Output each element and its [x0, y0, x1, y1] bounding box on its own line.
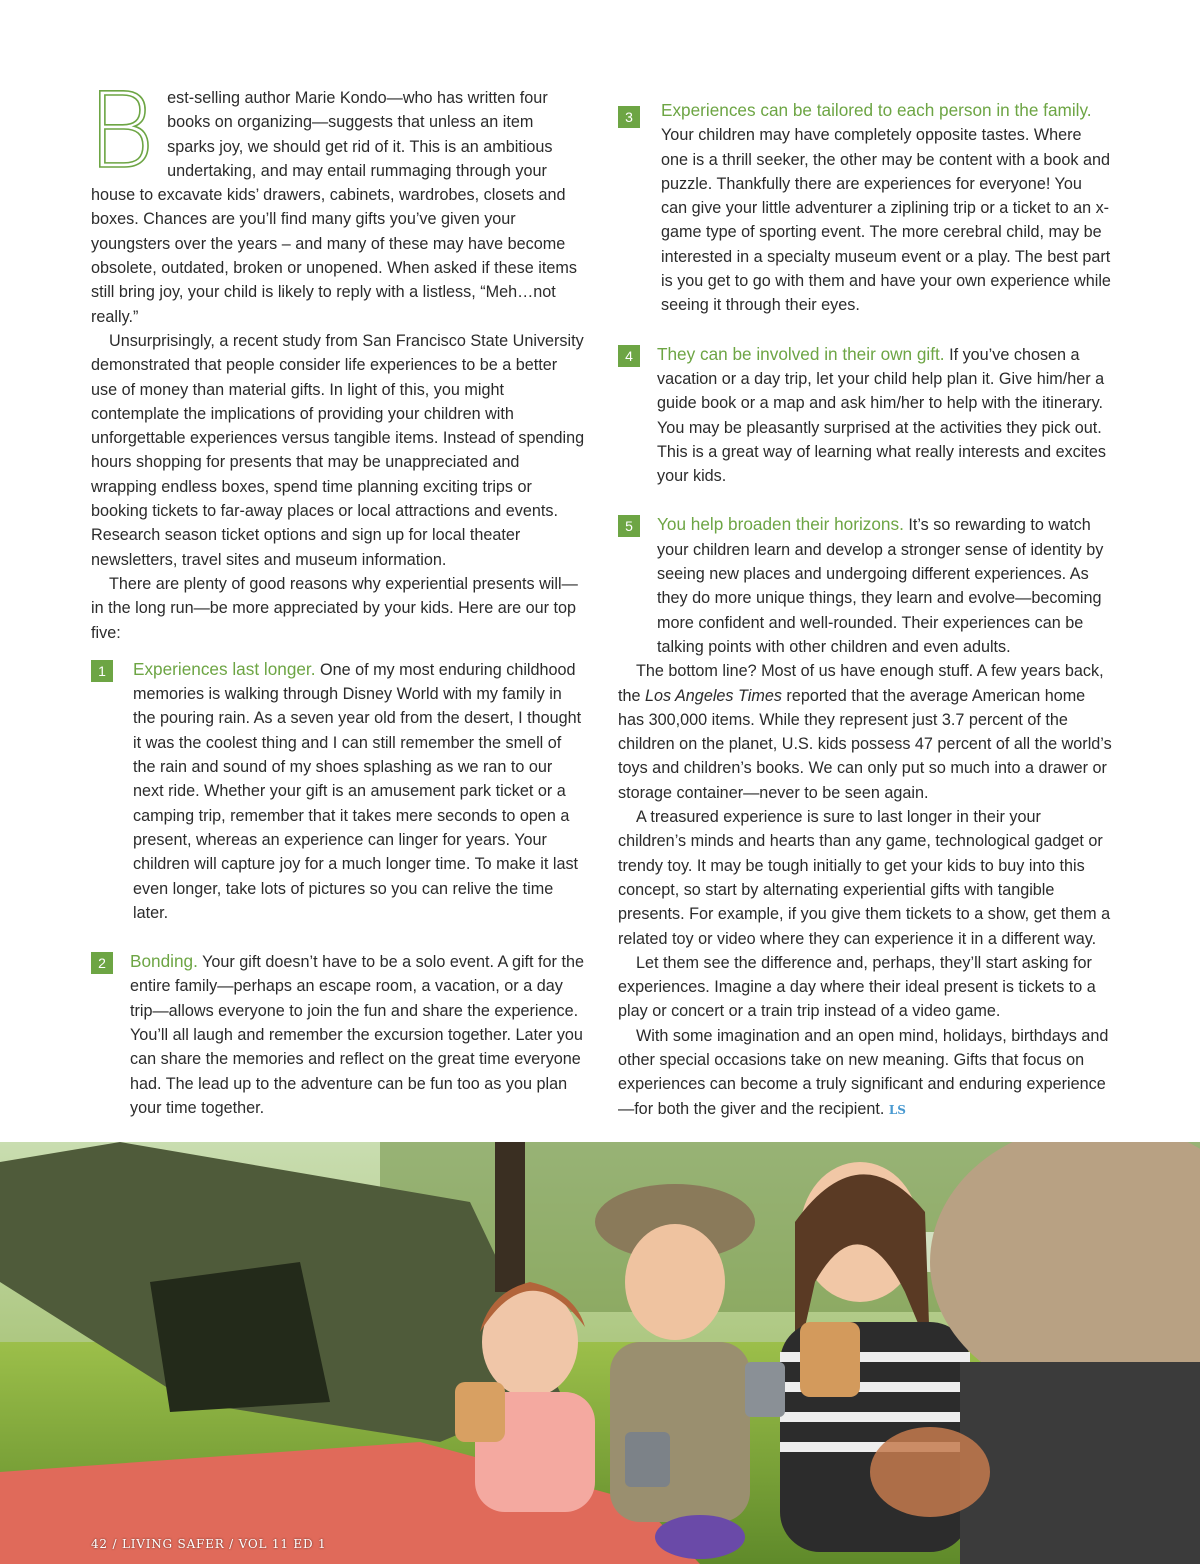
- treasured-paragraph: A treasured experience is sure to last longer in their your children’s minds and hearts than any game, technological gadget or trendy toy. It may be tough initially to get your kids to buy into this concept, so start by alternating experiential gifts with tangible presents. For example, if you give them tickets to a show, get them a related toy or video where they can experience it in a different way.: [618, 808, 1111, 948]
- blurred-food-foreground: [870, 1427, 990, 1517]
- sandwich-middle: [800, 1322, 860, 1397]
- intro-paragraph: [87, 70, 585, 329]
- camping-kids-photo: [0, 1142, 1200, 1564]
- reason-number-badge: 3: [618, 106, 640, 128]
- reason-body: One of my most enduring childhood memories is walking through Disney World with my family in the pouring rain. As a seven year old from the desert, I thought it was the coolest thing and I can still remember the smell of the rain and sound of my shoes splashing as we ran to our next ride. Whether your gift is an amusement park ticket or a camping trip, remember that it takes mere seconds to open a present, whereas an experience can linger for years. Your children will capture joy for a much longer time. To make it last even longer, take lots of pictures so you can relive the time later.: [133, 660, 582, 922]
- article-right-column: [618, 98, 1112, 1122]
- reason-item-5: [618, 512, 1112, 659]
- reason-body: Your children may have completely opposite tastes. Where one is a thrill seeker, the other may be content with a book and puzzle. Thankfully there are experiences for everyone! You can give your little adventurer a ziplining trip or a ticket to an x-game type of sporting event. The more cerebral child, may be interested in a specialty museum event or a play. The best part is you get to go with them and have your own experience while seeing it through their eyes.: [661, 126, 1111, 315]
- article-left-column: [87, 70, 585, 1120]
- reason-item-1: [91, 657, 585, 925]
- study-paragraph: Unsurprisingly, a recent study from San Francisco State University demonstrated that people consider life experiences to be a better use of money than material gifts. In light of this, you might contemplate the implications of providing your children with unforgettable experiences versus tangible items. Instead of spending hours shopping for presents that may be unappreciated and wrapping endless boxes, spend time planning exciting trips or booking tickets to far-away places or local attractions and events. Research season ticket options and sign up for local theater newsletters, travel sites and museum information.: [91, 331, 585, 569]
- metal-cup: [625, 1432, 670, 1487]
- sandwich-left: [455, 1382, 505, 1442]
- intro-text: est-selling author Marie Kondo—who has written four books on organizing—suggests that unless an item sparks joy, we should get rid of it. This is an ambitious undertaking, and may entail rummaging through your house to excavate kids’ drawers, cabinets, wardrobes, closets and boxes. Chances are you’ll find many gifts you’ve given your youngsters over the years – and many of these may have become obsolete, outdated, broken or unopened. When asked if these items still bring joy, your child is likely to reply with a listless, “Meh…not really.”: [91, 89, 577, 326]
- reason-number-badge: 1: [91, 660, 113, 682]
- reason-title: They can be involved in their own gift.: [657, 343, 945, 364]
- drop-cap: B: [87, 70, 156, 192]
- reason-item-2: [91, 949, 585, 1120]
- sneaker: [655, 1515, 745, 1559]
- page-footer: 42 / LIVING SAFER / VOL 11 ED 1: [91, 1537, 327, 1551]
- adult-body-foreground: [960, 1362, 1200, 1564]
- reason-item-4: [618, 342, 1112, 489]
- reason-number-badge: 5: [618, 515, 640, 537]
- reason-body: If you’ve chosen a vacation or a day trip, let your child help plan it. Give him/her a guide book or a map and ask him/her to help with the itinerary. You may be pleasantly surprised at the activities they pick out. This is a great way of learning what really interests and excites your kids.: [657, 345, 1106, 486]
- shirt-stripe: [780, 1412, 970, 1422]
- end-mark-logo: LS: [888, 1102, 906, 1117]
- top-five-paragraph: There are plenty of good reasons why experiential presents will—in the long run—be more appreciated by your kids. Here are our top five:: [91, 574, 578, 642]
- closing-paragraph: With some imagination and an open mind, holidays, birthdays and other special occasions take on new meaning. Gifts that focus on experiences can become a truly significant and enduring experience—for both the giver and the recipient. LS: [618, 1026, 1109, 1118]
- reason-title: Bonding.: [130, 951, 198, 972]
- tree-trunk: [495, 1142, 525, 1292]
- boy-head: [625, 1224, 725, 1340]
- let-them-paragraph: Let them see the difference and, perhaps, they’ll start asking for experiences. Imagine a day where their ideal present is tickets to a play or concert or a train trip instead of a video game.: [618, 953, 1096, 1021]
- bottom-line-paragraph: The bottom line? Most of us have enough stuff. A few years back, the Los Angeles Times reported that the average American home has 300,000 items. While they represent just 3.7 percent of the children on the planet, U.S. kids possess 47 percent of all the world’s toys and children’s books. We can only put so much into a drawer or storage container—never to be seen again.: [618, 662, 1112, 802]
- tent-opening: [150, 1262, 330, 1412]
- reason-item-3: [618, 98, 1112, 318]
- reason-title: Experiences last longer.: [133, 658, 316, 679]
- reason-body: It’s so rewarding to watch your children learn and develop a stronger sense of identity by seeing new places and undergoing different experiences. As they do more unique things, they learn and evolve—becoming more confident and well-rounded. Their experiences can be talking points with other children and even adults.: [657, 516, 1104, 656]
- photo-illustration: [0, 1142, 1200, 1564]
- reason-title: Experiences can be tailored to each person in the family.: [661, 100, 1092, 120]
- reason-body: Your gift doesn’t have to be a solo event. A gift for the entire family—perhaps an escape room, a vacation, or a day trip—allows everyone to join the fun and share the experience. You’ll all laugh and remember the excursion together. Later you can share the memories and reflect on the great time everyone had. The lead up to the adventure can be fun too as you plan your time together.: [130, 953, 584, 1117]
- reason-number-badge: 2: [91, 952, 113, 974]
- reason-number-badge: 4: [618, 345, 640, 367]
- publication-name: Los Angeles Times: [645, 686, 782, 705]
- metal-cup: [745, 1362, 785, 1417]
- reason-title: You help broaden their horizons.: [657, 514, 904, 535]
